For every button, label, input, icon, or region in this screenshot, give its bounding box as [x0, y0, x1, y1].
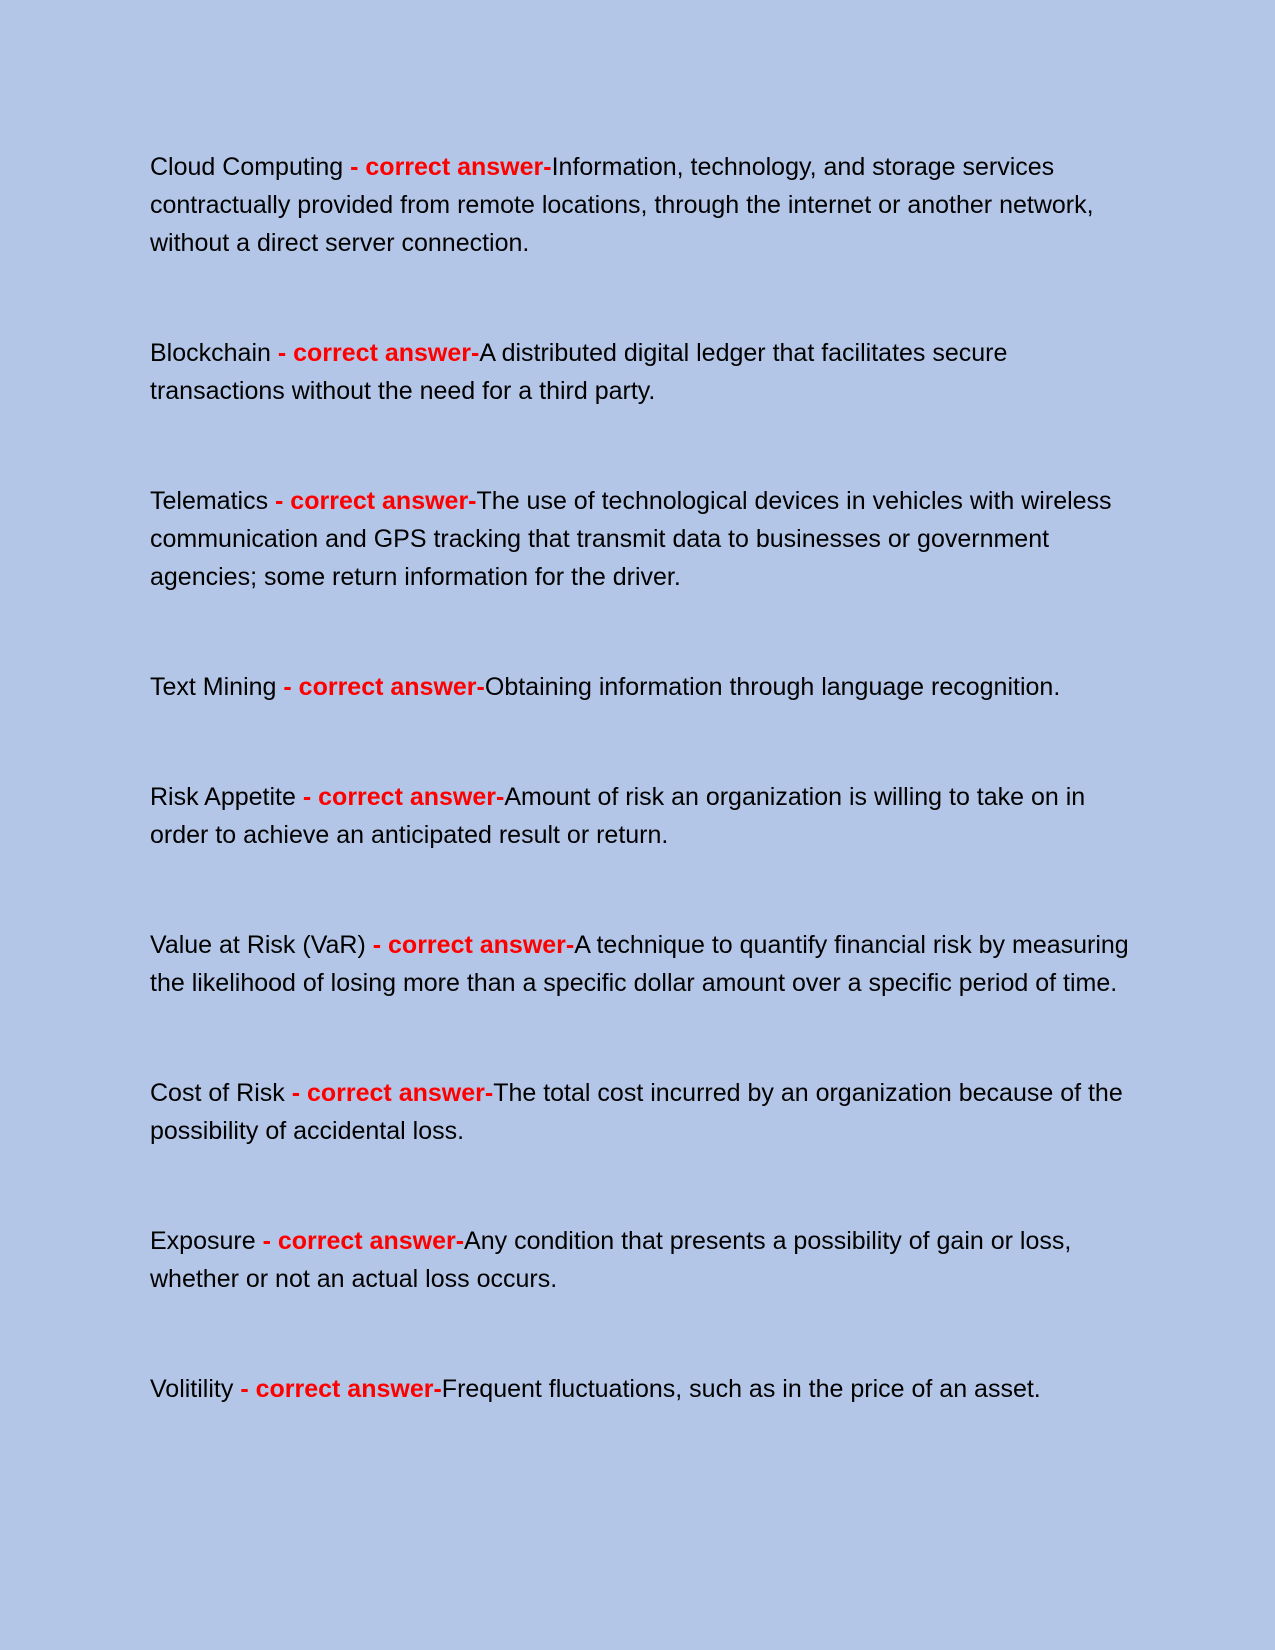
entry-definition: A distributed digital ledger that facilitates secure transactions without the need for a third party.: [150, 339, 1008, 405]
correct-answer-marker: - correct answer-: [268, 487, 477, 515]
correct-answer-marker: - correct answer-: [233, 1375, 442, 1403]
entry-term: Cloud Computing: [150, 153, 344, 181]
correct-answer-marker: - correct answer-: [255, 1227, 465, 1255]
entry-cost-of-risk: [150, 1074, 1130, 1150]
entry-term: Risk Appetite: [150, 783, 296, 811]
entry-term: Cost of Risk: [150, 1079, 285, 1107]
entry-telematics: [150, 482, 1130, 596]
entry-value-at-risk: [150, 926, 1130, 1002]
correct-answer-marker: - correct answer-: [295, 783, 505, 811]
entry-definition: The use of technological devices in vehicles with wireless communication and GPS tracking that transmit data to businesses or government agencies; some return information for the driver.: [150, 487, 1112, 591]
entry-term: Value at Risk (VaR): [150, 931, 366, 959]
entry-exposure: [150, 1222, 1130, 1298]
entry-term: Exposure: [150, 1227, 256, 1255]
correct-answer-marker: - correct answer-: [270, 339, 480, 367]
entry-volitility: [150, 1370, 1130, 1408]
entry-definition: Frequent fluctuations, such as in the price of an asset.: [441, 1375, 1041, 1403]
correct-answer-marker: - correct answer-: [343, 153, 552, 181]
entry-text-mining: [150, 668, 1130, 706]
flashcard-list: [150, 148, 1130, 1408]
entry-definition: Obtaining information through language recognition.: [484, 673, 1061, 701]
entry-definition: Information, technology, and storage services contractually provided from remote locations, through the internet or another network, without a direct server connection.: [150, 153, 1094, 257]
entry-term: Blockchain: [150, 339, 271, 367]
entry-cloud-computing: [150, 148, 1130, 262]
correct-answer-marker: - correct answer-: [276, 673, 485, 701]
correct-answer-marker: - correct answer-: [284, 1079, 494, 1107]
entry-definition: A technique to quantify financial risk by measuring the likelihood of losing more than a specific dollar amount over a specific period of time.: [150, 931, 1129, 997]
entry-risk-appetite: [150, 778, 1130, 854]
entry-blockchain: [150, 334, 1130, 410]
entry-definition: The total cost incurred by an organization because of the possibility of accidental loss.: [150, 1079, 1123, 1145]
entry-definition: Any condition that presents a possibility of gain or loss, whether or not an actual loss occurs.: [150, 1227, 1072, 1293]
entry-term: Text Mining: [150, 673, 277, 701]
entry-term: Telematics: [150, 487, 269, 515]
correct-answer-marker: - correct answer-: [365, 931, 575, 959]
entry-definition: Amount of risk an organization is willing to take on in order to achieve an anticipated result or return.: [150, 783, 1086, 849]
entry-term: Volitility: [150, 1375, 234, 1403]
